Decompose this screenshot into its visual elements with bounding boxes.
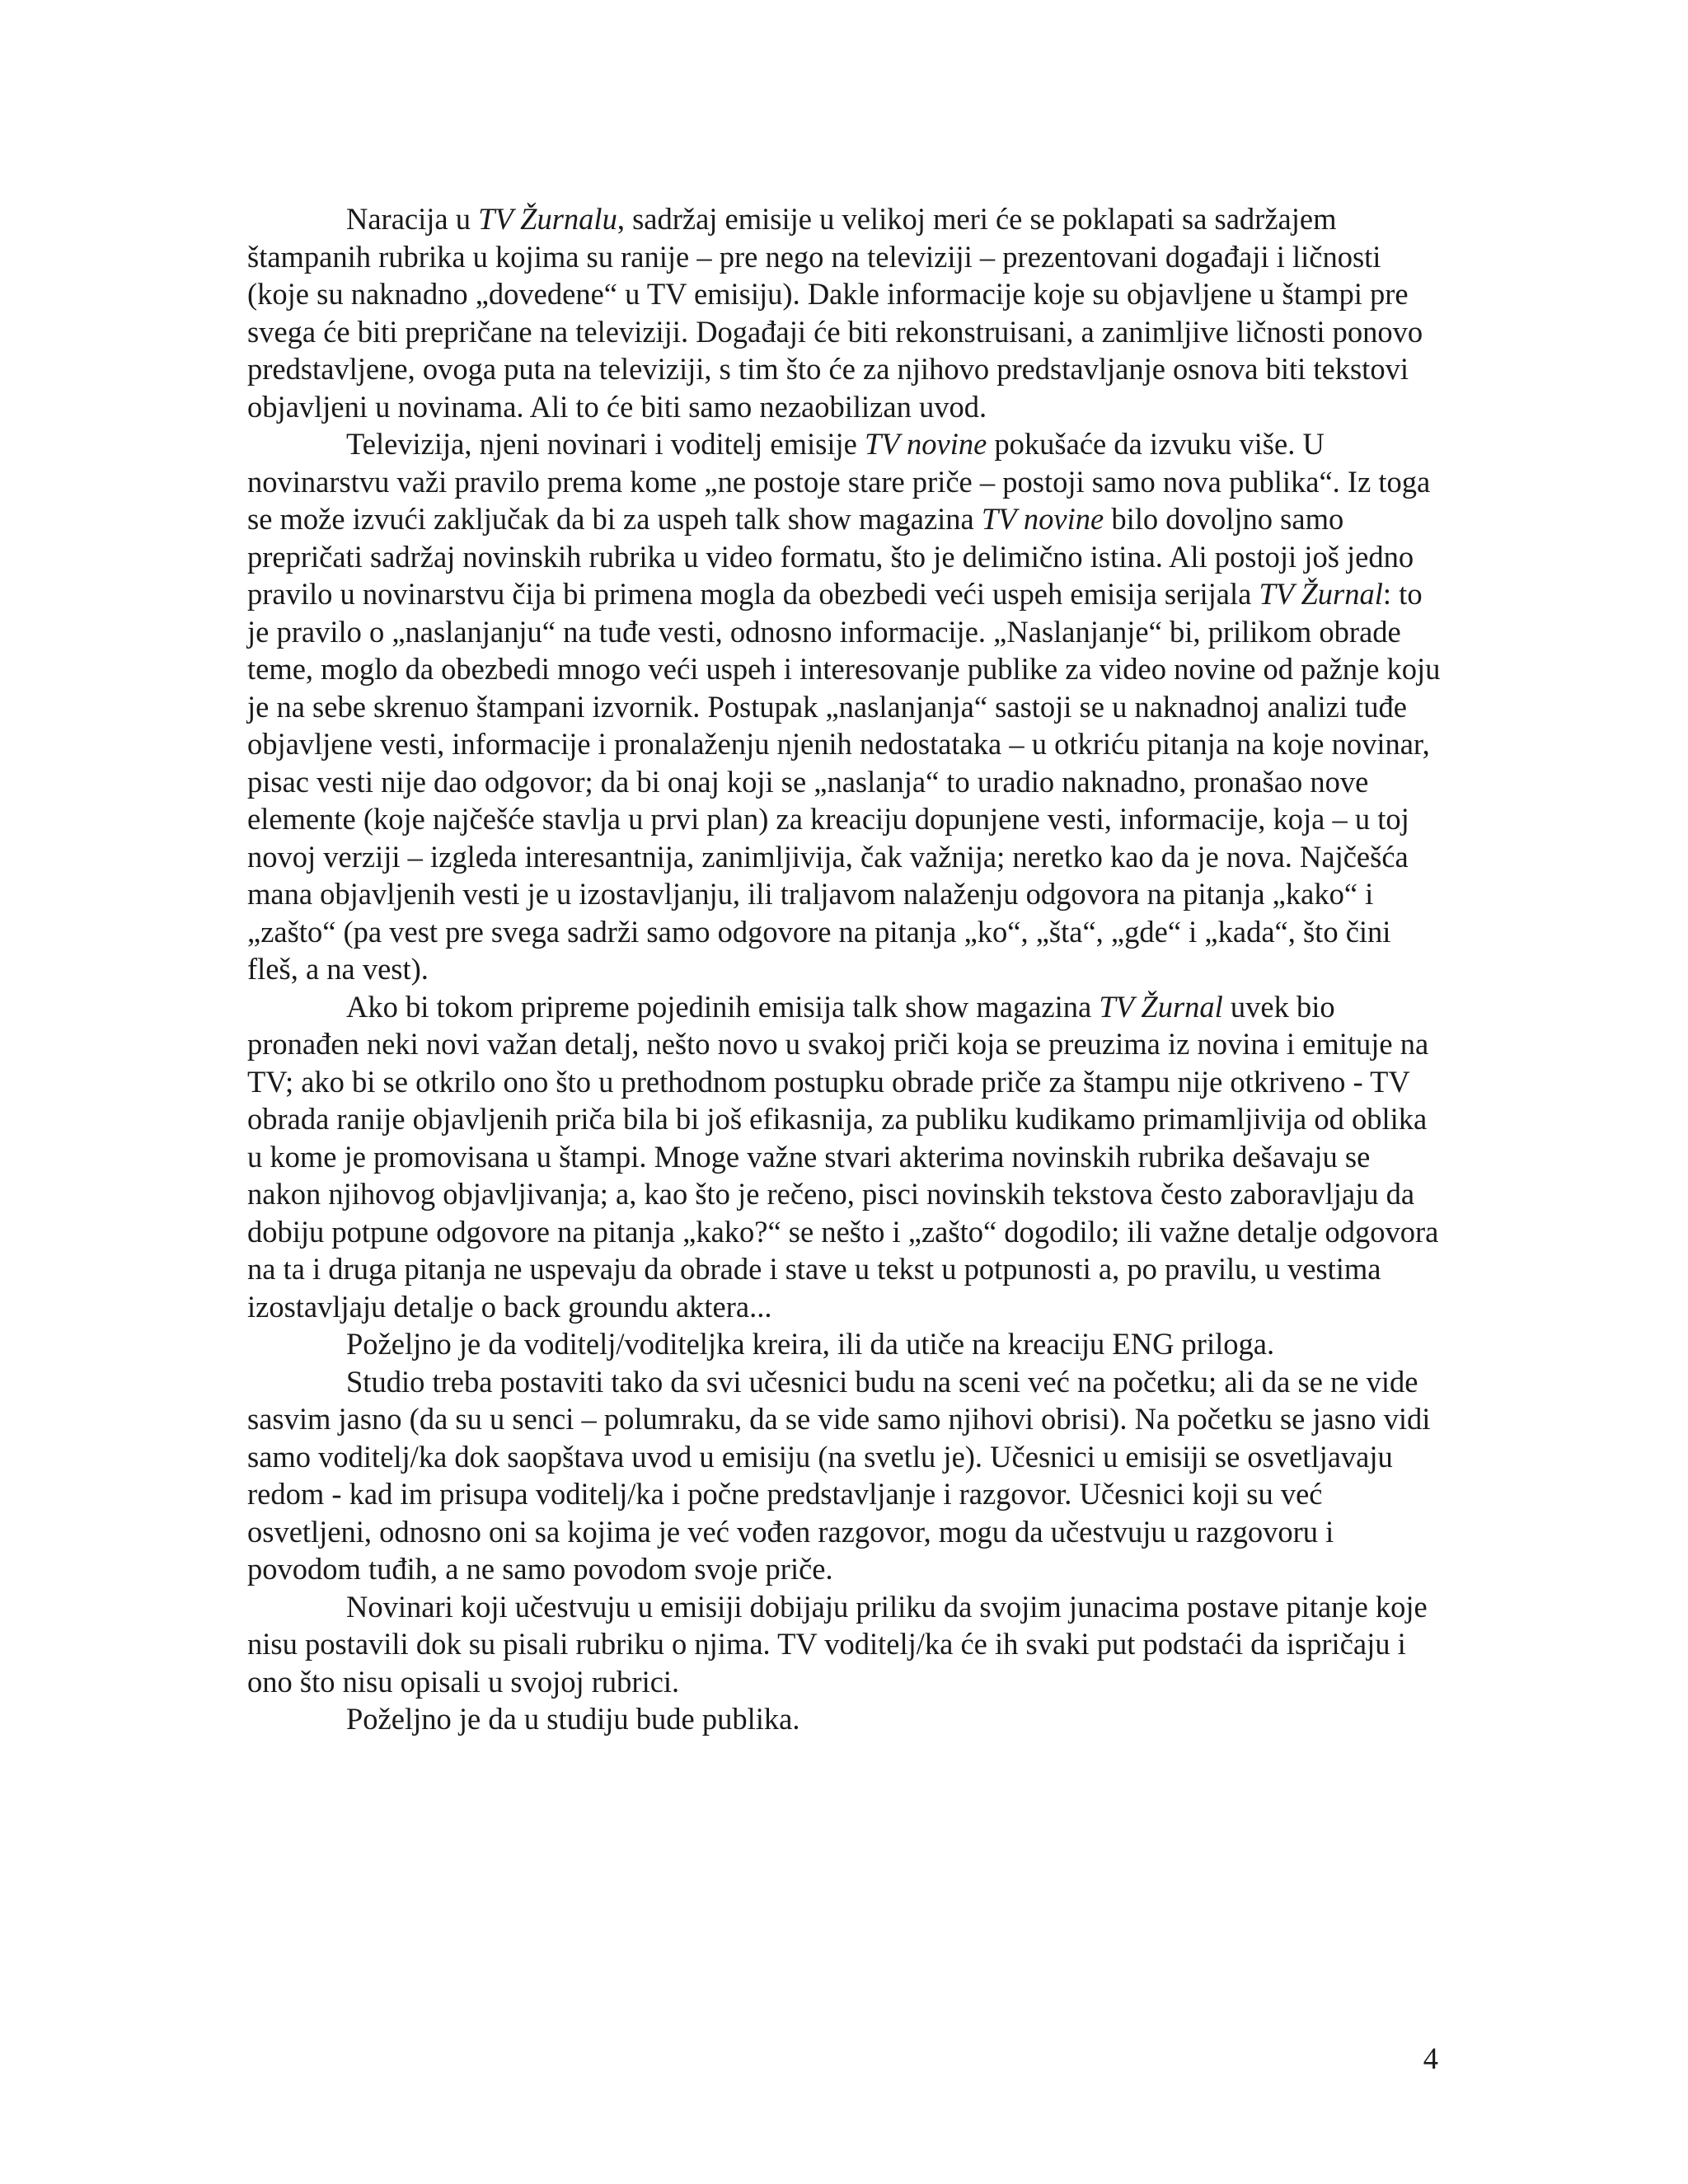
paragraph-6 (247, 1588, 1441, 1701)
emphasis-run: TV novine (981, 502, 1104, 536)
text-run: bilo dovoljno samo prepričati sadržaj novinskih rubrika u video formatu, što je delimično istina. Ali postoji još jedno pravilo u novinarstvu čija bi primena mogla da obezbedi veći uspeh emisija serijala (247, 502, 1414, 611)
text-run: uvek bio pronađen neki novi važan detalj, nešto novo u svakoj priči koja se preuzima iz novina i emituje na TV; ako bi se otkrilo ono što u prethodnom postupku obrade priče za štampu nije otkriveno - TV obrada ranije objavljenih priča bila bi još efikasnija, za publiku kudikamo primamljivija od oblika u kome je promovisana u štampi. Mnoge važne stvari akterima novinskih rubrika dešavaju se nakon njihovog objavljivanja; a, kao što je rečeno, pisci novinskih tekstova često zaboravljaju da dobiju potpune odgovore na pitanja „kako?“ se nešto i „zašto“ dogodilo; ili važne detalje odgovora na ta i druga pitanja ne uspevaju da obrade i stave u tekst u potpunosti a, po pravilu, u vestima izostavljaju detalje o back groundu aktera... (247, 989, 1439, 1324)
text-run: Televizija, njeni novinari i voditelj emisije (346, 427, 865, 461)
paragraph-1 (247, 200, 1441, 425)
text-run: Ako bi tokom pripreme pojedinih emisija talk show magazina (346, 989, 1100, 1024)
paragraph-7 (247, 1700, 1441, 1738)
emphasis-run: TV novine (864, 427, 987, 461)
emphasis-run: TV Žurnal (1259, 577, 1383, 611)
emphasis-run: TV Žurnal (1099, 989, 1223, 1024)
text-run: : to je pravilo o „naslanjanju“ na tuđe vesti, odnosno informacije. „Naslanjanje“ bi, prilikom obrade teme, moglo da obezbedi mnogo veći uspeh i interesovanje publike za video novine od pažnje koju je na sebe skrenuo štampani izvornik. Postupak „naslanjanja“ sastoji se u naknadnoj analizi tuđe objavljene vesti, informacije i pronalaženju njenih nedostataka – u otkriću pitanja na koje novinar, pisac vesti nije dao odgovor; da bi onaj koji se „naslanja“ to uradio naknadno, pronašao nove elemente (koje najčešće stavlja u prvi plan) za kreaciju dopunjene vesti, informacije, koja – u toj novoj verziji – izgleda interesantnija, zanimljivija, čak važnija; neretko kao da je nova. Najčešća mana objavljenih vesti je u izostavljanju, ili traljavom nalaženju odgovora na pitanja „kako“ i „zašto“ (pa vest pre svega sadrži samo odgovore na pitanja „ko“, „šta“, „gde“ i „kada“, što čini fleš, a na vest). (247, 577, 1441, 986)
page-number: 4 (1423, 2041, 1438, 2075)
text-run: Poželjno je da voditelj/voditeljka kreira, ili da utiče na kreaciju ENG priloga. (346, 1327, 1275, 1361)
paragraph-4 (247, 1325, 1441, 1363)
paragraph-2 (247, 425, 1441, 988)
text-run: Poželjno je da u studiju bude publika. (346, 1702, 800, 1736)
text-run: , sadržaj emisije u velikoj meri će se poklapati sa sadržajem štampanih rubrika u kojima su ranije – pre nego na televiziji – prezentovani događaji i ličnosti (koje su naknadno „dovedene“ u TV emisiju). Dakle informacije koje su objavljene u štampi pre svega će biti prepričane na televiziji. Događaji će biti rekonstruisani, a zanimljive ličnosti ponovo predstavljene, ovoga puta na televiziji, s tim što će za njihovo predstavljanje osnova biti tekstovi objavljeni u novinama. Ali to će biti samo nezaobilizan uvod. (247, 202, 1423, 424)
emphasis-run: TV Žurnalu (478, 202, 617, 236)
text-run: pokušaće da izvuku više. U novinarstvu važi pravilo prema kome „ne postoje stare priče – postoji samo nova publika“. Iz toga se može izvući zaključak da bi za uspeh talk show magazina (247, 427, 1431, 536)
text-run: Naracija u (346, 202, 479, 236)
paragraph-5 (247, 1363, 1441, 1588)
body-text (247, 200, 1441, 1738)
paragraph-3 (247, 988, 1441, 1326)
text-run: Studio treba postaviti tako da svi učesnici budu na sceni već na početku; ali da se ne vide sasvim jasno (da su u senci – polumraku, da se vide samo njihovi obrisi). Na početku se jasno vidi samo voditelj/ka dok saopštava uvod u emisiju (na svetlu je). Učesnici u emisiji se osvetljavaju redom - kad im prisupa voditelj/ka i počne predstavljanje i razgovor. Učesnici koji su već osvetljeni, odnosno oni sa kojima je već vođen razgovor, mogu da učestvuju u razgovoru i povodom tuđih, a ne samo povodom svoje priče. (247, 1364, 1431, 1586)
text-run: Novinari koji učestvuju u emisiji dobijaju priliku da svojim junacima postave pitanje koje nisu postavili dok su pisali rubriku o njima. TV voditelj/ka će ih svaki put podstaći da ispričaju i ono što nisu opisali u svojoj rubrici. (247, 1589, 1428, 1699)
